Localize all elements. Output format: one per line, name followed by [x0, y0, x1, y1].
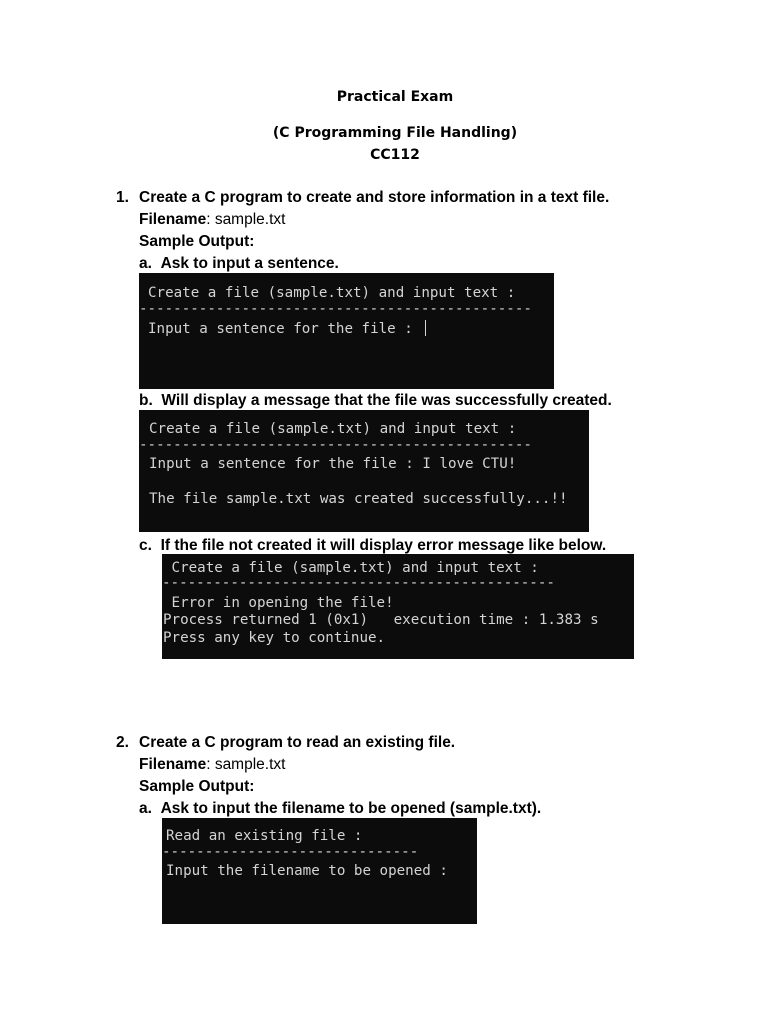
- console-line: Create a file (sample.txt) and input text :: [148, 285, 516, 301]
- console-divider: ------------------------------: [162, 844, 419, 860]
- q1-item-b-marker: b.: [139, 392, 153, 409]
- q2-filename-value: : sample.txt: [206, 756, 286, 773]
- q1-item-c-text: If the file not created it will display error message like below.: [160, 537, 607, 554]
- course-code: CC112: [370, 147, 420, 163]
- q2-item-a: [139, 800, 541, 818]
- page-subtitle: (C Programming File Handling): [272, 125, 518, 141]
- console-line: Process returned 1 (0x1) execution time : 1.383 s: [163, 612, 599, 628]
- q1-filename-label: Filename: [139, 211, 207, 228]
- page-title: Practical Exam: [336, 89, 454, 105]
- console-line: Input a sentence for the file : I love CTU!: [149, 456, 517, 472]
- console-prompt-line: [148, 320, 426, 337]
- q1-console-b: [139, 410, 589, 532]
- console-line: Press any key to continue.: [163, 630, 386, 646]
- text-cursor: [425, 320, 426, 336]
- q2-item-a-text: Ask to input the filename to be opened (sample.txt).: [160, 800, 542, 817]
- q2-sample-output-label: Sample Output:: [139, 778, 255, 795]
- q2-filename: [139, 756, 285, 774]
- q1-item-a: [139, 255, 339, 273]
- q1-item-b-text: Will display a message that the file was successfully created.: [161, 392, 612, 409]
- q1-item-b: [139, 392, 612, 410]
- console-line: The file sample.txt was created successfully...!!: [149, 491, 568, 507]
- q2-task: Create a C program to read an existing file.: [139, 734, 456, 751]
- console-line: Create a file (sample.txt) and input text :: [163, 560, 539, 576]
- q2-item-a-marker: a.: [139, 800, 152, 817]
- q1-task: Create a C program to create and store information in a text file.: [139, 189, 610, 206]
- console-divider: ----------------------------------------------: [139, 437, 532, 453]
- console-line: Error in opening the file!: [163, 595, 394, 611]
- q1-number: 1.: [116, 189, 129, 206]
- console-divider: ----------------------------------------------: [162, 575, 555, 591]
- q1-item-a-text: Ask to input a sentence.: [160, 255, 339, 272]
- console-line: Input the filename to be opened :: [166, 863, 448, 879]
- q2-console-a: [162, 818, 477, 924]
- q1-item-a-marker: a.: [139, 255, 152, 272]
- console-line: Input a sentence for the file :: [148, 321, 422, 337]
- q1-console-c: [162, 554, 634, 659]
- console-divider: ----------------------------------------------: [139, 301, 532, 317]
- console-line: Read an existing file :: [166, 828, 363, 844]
- q1-filename: [139, 211, 285, 229]
- q2-number: 2.: [116, 734, 129, 751]
- console-line: Create a file (sample.txt) and input text :: [149, 421, 517, 437]
- q1-item-c-marker: c.: [139, 537, 152, 554]
- q1-filename-value: : sample.txt: [206, 211, 286, 228]
- q2-filename-label: Filename: [139, 756, 207, 773]
- q1-item-c: [139, 537, 606, 555]
- q1-console-a: [139, 273, 554, 389]
- q1-sample-output-label: Sample Output:: [139, 233, 255, 250]
